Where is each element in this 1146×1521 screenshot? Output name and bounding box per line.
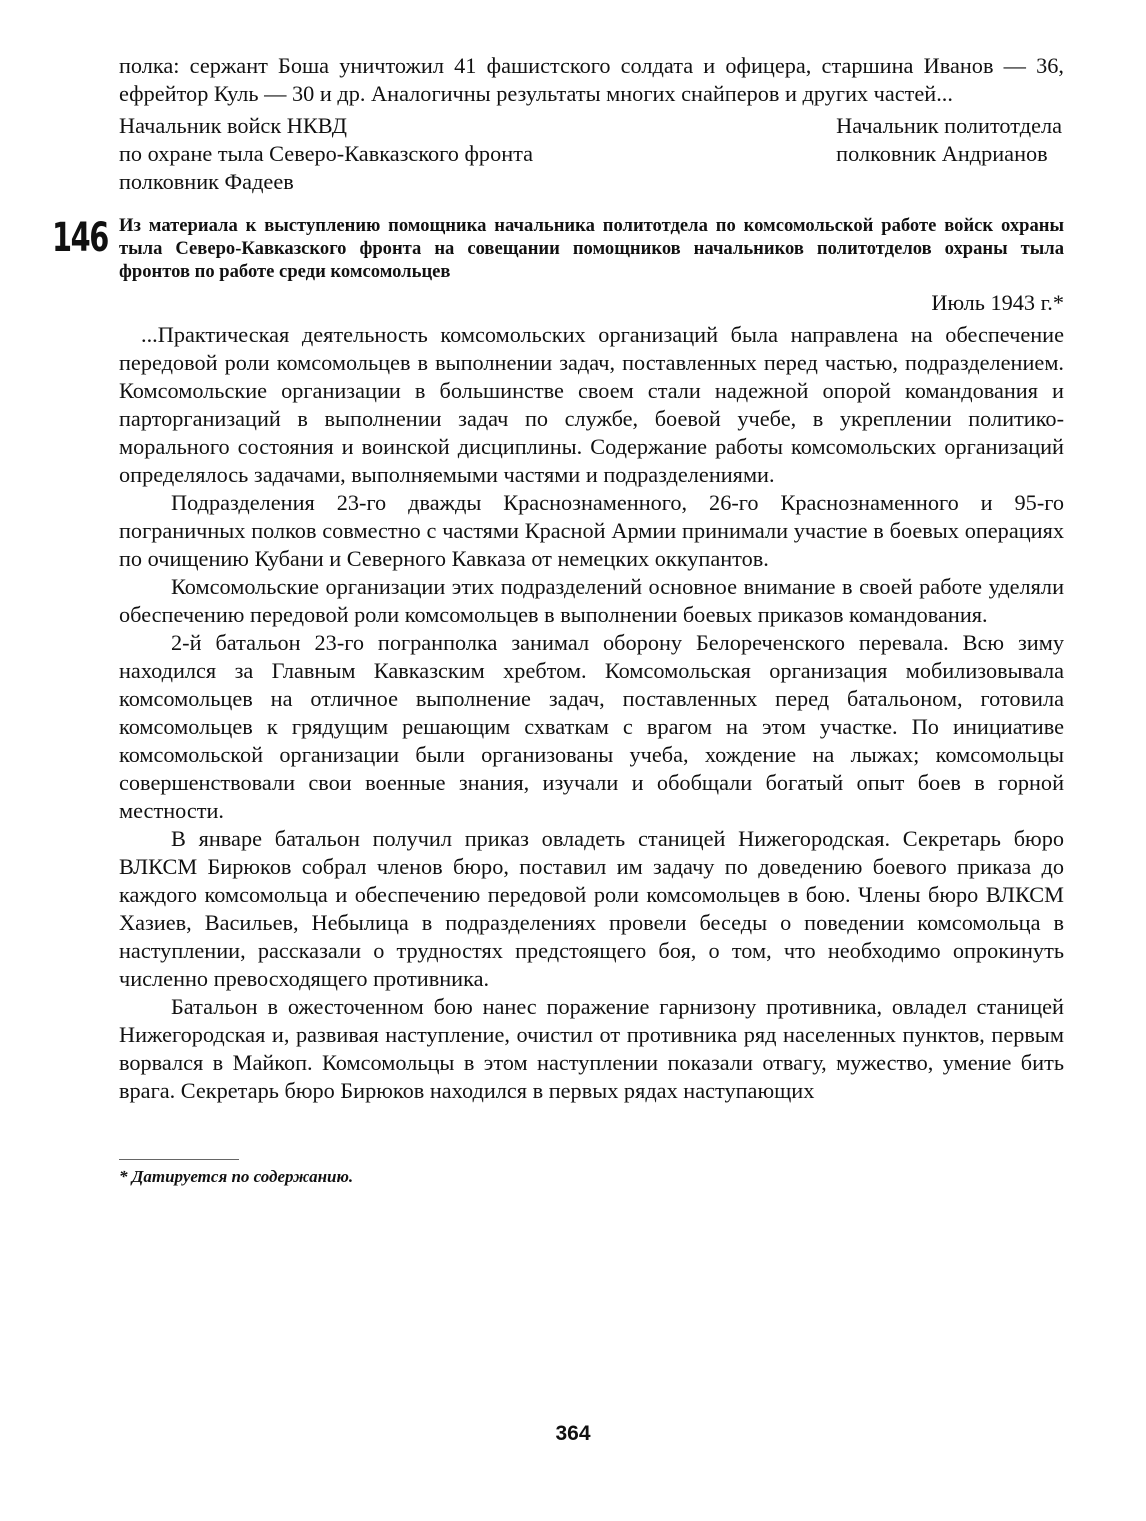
document-number: 146 [52,215,108,261]
body-paragraph-2: Подразделения 23-го дважды Краснознаменного, 26-го Краснознаменного и 95-го пограничных полков совместно с частями Красной Армии принимали участие в боевых операциях по очищению Кубани и Северного Кавказа от немецких оккупантов. [119,490,1064,571]
document-header [52,214,1064,283]
signature-left: Начальник войск НКВД по охране тыла Северо-Кавказского фронта полковник Фадеев [119,113,534,194]
page-content [52,52,1064,1188]
body-paragraph-3: Комсомольские организации этих подразделений основное внимание в своей работе уделяли обеспечению передовой роли комсомольцев в выполнении боевых приказов командования. [119,574,1064,627]
document-date: Июль 1943 г.* [931,290,1064,315]
intro-paragraph: полка: сержант Боша уничтожил 41 фашистского солдата и офицера, старшина Иванов — 36, ефрейтор Куль — 30 и др. Аналогичны результаты многих снайперов и других частей... [119,53,1064,106]
page-number: 364 [555,1422,591,1445]
footnote-divider [119,1159,239,1160]
footnote: * Датируется по содержанию. [119,1167,354,1186]
signature-right: Начальник политотдела полковник Андрианов [836,113,1062,166]
body-paragraph-6: Батальон в ожесточенном бою нанес поражение гарнизону противника, овладел станицей Нижегородская и, развивая наступление, очистил от противника ряд населенных пунктов, первым ворвался в Майкоп. Комсомольцы в этом наступлении показали отвагу, мужество, умение бить врага. Секретарь бюро Бирюков находился в первых рядах наступающих [119,994,1064,1103]
body-paragraph-4: 2-й батальон 23-го погранполка занимал оборону Белореченского перевала. Всю зиму находился за Главным Кавказским хребтом. Комсомольская организация мобилизовывала комсомольцев на отличное выполнение задач, поставленных перед батальоном, готовила комсомольцев к грядущим решающим схваткам с врагом на этом участке. По инициативе комсомольской организации были организованы учеба, хождение на лыжах; комсомольцы совершенствовали свои военные знания, изучали и обобщали богатый опыт боев в горной местности. [119,630,1064,823]
body-paragraph-1: ...Практическая деятельность комсомольских организаций была направлена на обеспечение передовой роли комсомольцев в выполнении задач, поставленных перед частью, подразделением. Комсомольские организации в большинстве своем стали надежной опорой командования и парторганизаций в выполнении задач по службе, боевой учебе, в укреплении политико-морального состояния и воинской дисциплины. Содержание работы комсомольских организаций определялось задачами, выполняемыми частями и подразделениями. [119,322,1064,487]
document-title: Из материала к выступлению помощника начальника политотдела по комсомольской работе войск охраны тыла Северо-Кавказского фронта на совещании помощников начальников политотделов охраны тыла фронтов по работе среди комсомольцев [119,215,1064,282]
signature-block [119,112,1064,196]
body-paragraph-5: В январе батальон получил приказ овладеть станицей Нижегородская. Секретарь бюро ВЛКСМ Бирюков собрал членов бюро, поставил им задачу по доведению боевого приказа до каждого комсомольца и обеспечению передовой роли комсомольцев в бою. Члены бюро ВЛКСМ Хазиев, Васильев, Небылица в подразделениях провели беседы о поведении комсомольца в наступлении, рассказали о трудностях предстоящего боя, о том, что необходимо опрокинуть численно превосходящего противника. [119,826,1064,991]
